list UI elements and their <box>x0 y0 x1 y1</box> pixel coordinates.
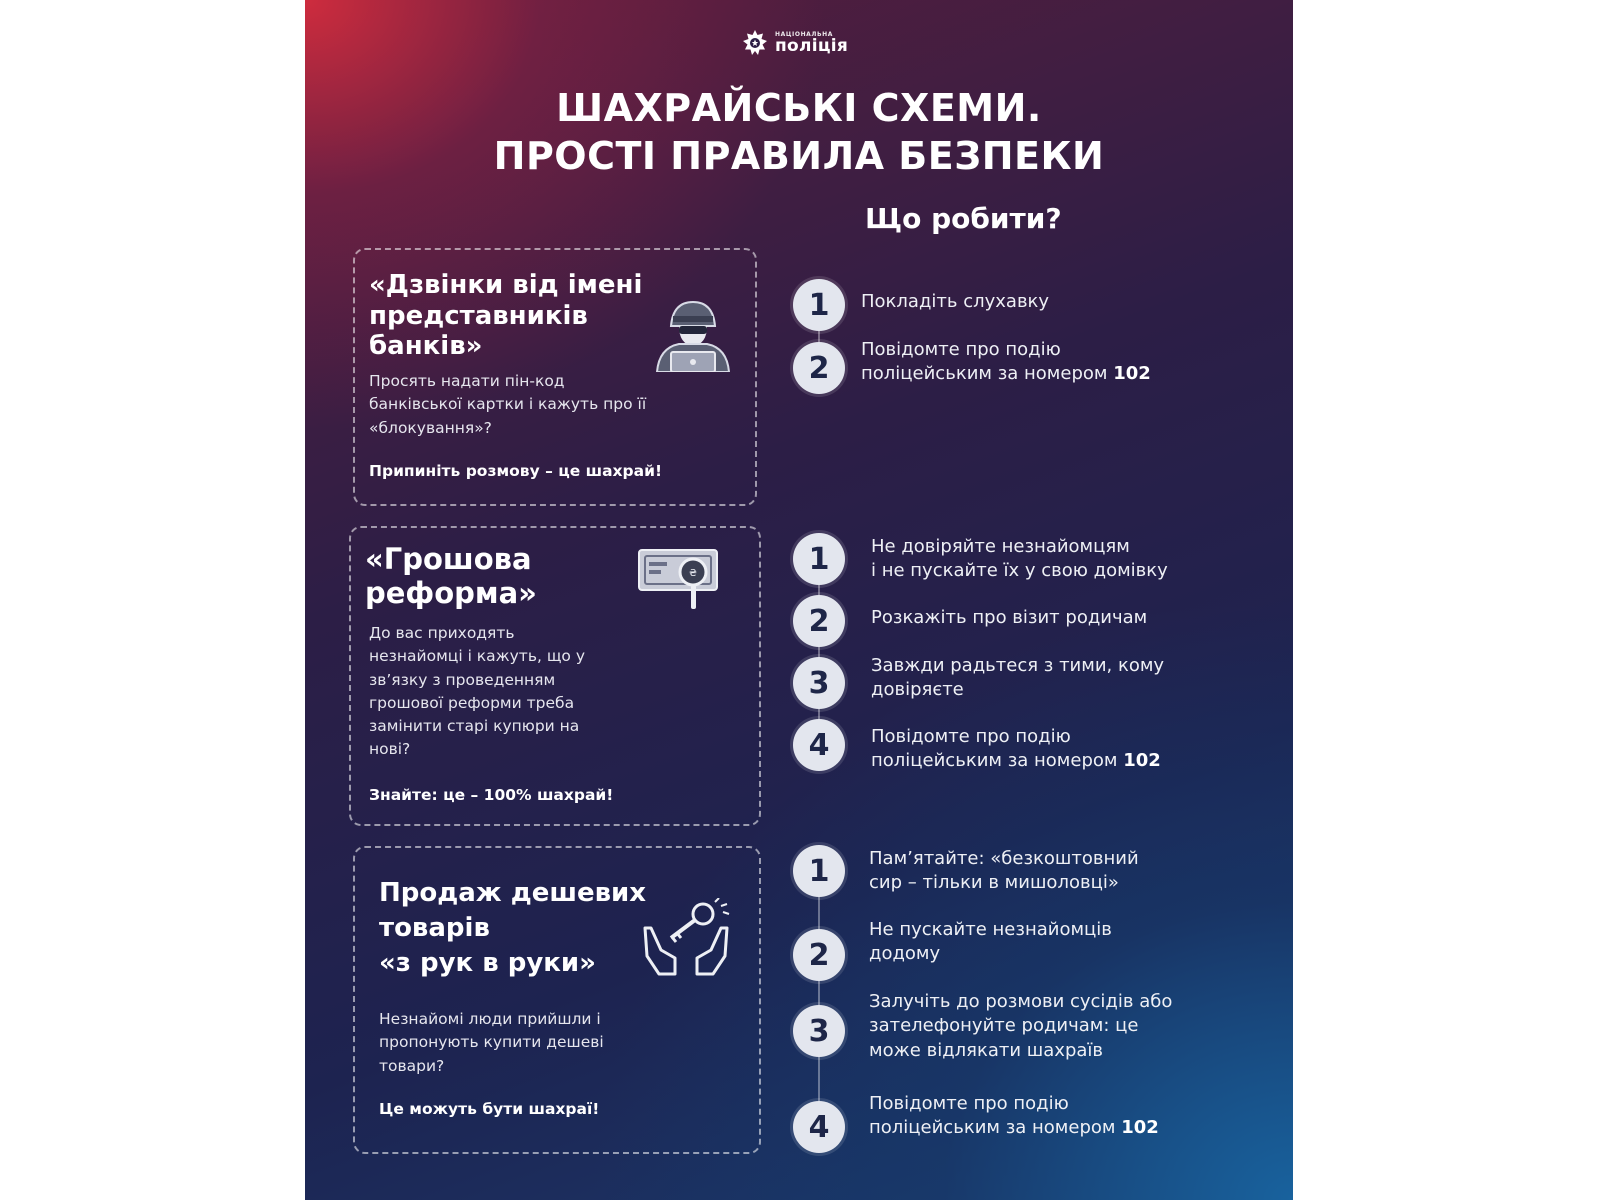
step-text-line: зателефонуйте родичам: це <box>869 1015 1139 1037</box>
hands-key-icon <box>641 898 731 976</box>
step-text <box>861 338 1151 387</box>
banknote-magnifier-icon <box>635 542 721 618</box>
scheme-title-line: «Дзвінки від імені <box>369 270 643 300</box>
scheme-description-line: незнайомці і кажуть, що у <box>369 647 586 666</box>
hacker-icon <box>653 296 733 372</box>
step-text-line: може відлякати шахраїв <box>869 1039 1104 1061</box>
scheme-description <box>369 370 646 440</box>
step-number-circle: 4 <box>793 719 845 771</box>
scheme-description <box>379 1008 604 1078</box>
scheme-description-line: нові? <box>369 740 411 759</box>
step-text-line: Завжди радьтеся з тими, кому <box>871 655 1165 676</box>
step-number-circle: 4 <box>793 1101 845 1153</box>
scheme-description-line: банківської картки і кажуть про її <box>369 395 647 414</box>
step-text-line: сир – тільки в мишоловці» <box>869 872 1119 894</box>
step-text-line: Не довіряйте незнайомцям <box>871 536 1130 557</box>
poster <box>305 0 1293 1200</box>
steps-connector-line <box>818 872 820 1128</box>
step-number-circle: 1 <box>793 533 845 585</box>
step-text-fragment: поліцейським за номером <box>861 363 1114 385</box>
scheme-description-line: товари? <box>379 1056 445 1075</box>
step-text-line: Залучіть до розмови сусідів або <box>869 991 1173 1012</box>
poster-title-line2: ПРОСТІ ПРАВИЛА БЕЗПЕКИ <box>493 134 1105 178</box>
logo-big-text: поліція <box>775 35 849 56</box>
scheme-title <box>369 270 642 362</box>
step-text <box>869 1092 1159 1141</box>
logo-small-text: НАЦІОНАЛЬНА <box>775 30 834 38</box>
step-number-circle: 2 <box>793 929 845 981</box>
step-number-circle: 2 <box>793 342 845 394</box>
scheme-title-line: Продаж дешевих <box>379 878 647 908</box>
police-number: 102 <box>1123 750 1161 772</box>
step-text-line: Повідомте про подію <box>871 726 1071 747</box>
scheme-warning: Це можуть бути шахраї! <box>379 1100 600 1118</box>
scheme-description-line: замінити старі купюри на <box>369 717 580 735</box>
step-text-line: Повідомте про подію <box>869 1093 1069 1114</box>
step-text <box>861 290 1049 314</box>
police-number: 102 <box>1113 363 1151 385</box>
step-text <box>869 847 1139 896</box>
step-text-line: Розкажіть про візит родичам <box>871 607 1148 628</box>
scheme-title-line: реформа» <box>365 576 537 611</box>
scheme-title <box>365 542 537 610</box>
step-text-line: і не пускайте їх у свою домівку <box>871 560 1168 582</box>
step-text-line <box>861 362 1151 386</box>
step-text-line: Повідомте про подію <box>861 339 1061 360</box>
scheme-card-money-reform <box>349 526 761 826</box>
svg-text:₴: ₴ <box>689 568 697 579</box>
scheme-card-bank-calls <box>353 248 757 506</box>
police-number: 102 <box>1121 1117 1159 1139</box>
scheme-title-line: «Грошова <box>365 542 532 576</box>
scheme-title-line: банків» <box>369 331 483 362</box>
scheme-title-line: представників <box>369 300 588 331</box>
scheme-description-line: зв’язку з проведенням <box>369 670 556 689</box>
scheme-description-line: Незнайомі люди прийшли і <box>379 1010 601 1028</box>
step-text-line <box>869 1116 1159 1140</box>
step-text <box>871 535 1168 584</box>
scheme-title <box>379 876 646 980</box>
step-text-line: Покладіть слухавку <box>861 291 1050 312</box>
scheme-title-line: товарів <box>379 912 490 943</box>
scheme-description-line: «блокування»? <box>369 418 492 437</box>
step-text <box>869 990 1172 1063</box>
step-text <box>871 606 1147 630</box>
step-text-line: додому <box>869 943 941 965</box>
scheme-description-line: Просять надати пін-код <box>369 372 565 390</box>
scheme-card-cheap-goods <box>353 846 761 1154</box>
step-number-circle: 1 <box>793 279 845 331</box>
what-to-do-heading: Що робити? <box>865 202 1062 235</box>
scheme-description-line: пропонують купити дешеві <box>379 1033 604 1052</box>
poster-title-line1: ШАХРАЙСЬКІ СХЕМИ. <box>556 86 1042 130</box>
step-number-circle: 2 <box>793 595 845 647</box>
scheme-description-line: грошової реформи треба <box>369 693 575 712</box>
step-text-fragment: поліцейським за номером <box>871 750 1124 772</box>
step-text-fragment: поліцейським за номером <box>869 1117 1122 1139</box>
police-logo <box>741 26 848 60</box>
scheme-description <box>369 622 585 762</box>
scheme-title-line: «з рук в руки» <box>379 947 596 978</box>
step-number-circle: 3 <box>793 1005 845 1057</box>
scheme-warning: Знайте: це – 100% шахрай! <box>369 786 614 804</box>
step-text <box>871 654 1164 703</box>
step-text <box>871 725 1161 774</box>
scheme-description-line: До вас приходять <box>369 624 515 642</box>
scheme-warning: Припиніть розмову – це шахрай! <box>369 462 663 480</box>
step-text-line: довіряєте <box>871 679 964 701</box>
step-text-line: Пам’ятайте: «безкоштовний <box>869 848 1139 869</box>
step-number-circle: 1 <box>793 845 845 897</box>
step-text-line: Не пускайте незнайомців <box>869 919 1112 940</box>
police-emblem-icon <box>741 29 769 57</box>
step-text-line <box>871 749 1161 773</box>
step-text <box>869 918 1112 967</box>
step-number-circle: 3 <box>793 657 845 709</box>
